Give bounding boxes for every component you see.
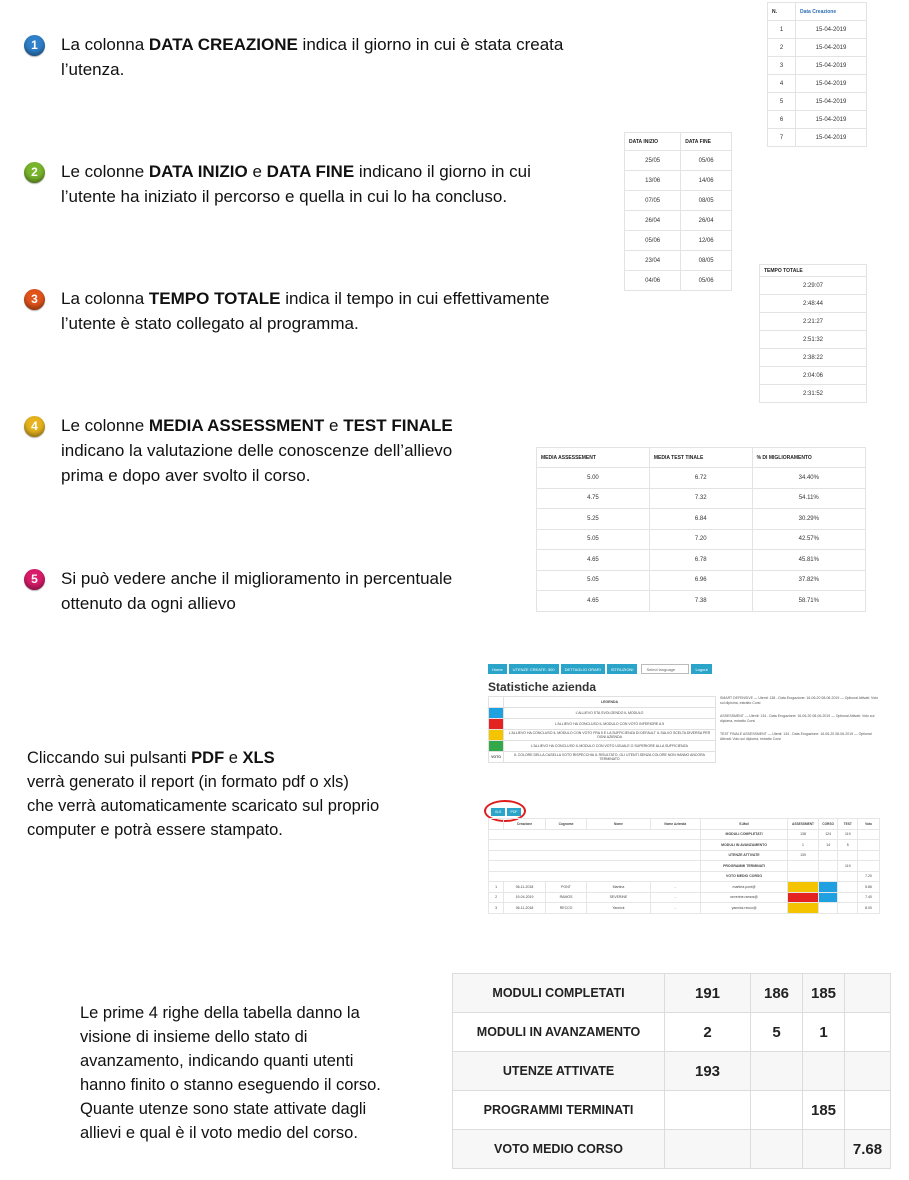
language-select[interactable]: Select language: [641, 664, 689, 674]
table-row: MODULI IN AVANZAMENTO 2 5 1: [453, 1013, 891, 1052]
table-row: 26/04 26/04: [625, 211, 732, 231]
table-row: 1 15-04-2019: [768, 21, 867, 39]
table-row: 13/06 14/06: [625, 171, 732, 191]
table-row: 4.65 6.78 45.81%: [537, 550, 866, 571]
table-data-creazione: [767, 2, 867, 147]
table-row: PROGRAMMI TERMINATI 185: [453, 1091, 891, 1130]
section-4: [24, 413, 453, 488]
table-row: 5.05 7.20 42.57%: [537, 529, 866, 550]
legend-table: LEGENDA L'ALLIEVO STA SVOLGENDO IL MODULO L'ALLIEVO HA CONCLUSO IL MODULO CON VOTO INFERIORE A 5 L'ALLIEVO HA CONCLUSO IL MODULO CON VOTO FRA 5 E LA SUFFICIENZA DI DEFAULT IL SALVO SCELTA DIVERSA PER OGNI AZIENDA L'ALLIEVO HA CONCLUSO IL MODULO CON VOTO UGUALE O SUPERIORE ALLA SUFFICIENZA VOTO IL COLORE DELLA CASELLA VOTO RISPECCHIA IL RISULTATO, GLI UTENTI SENZA COLORE NON HANNO ANCORA TERMINATO: [488, 696, 716, 763]
section-5: [24, 566, 452, 616]
table-row: VOTO MEDIO CORSO 7.20: [489, 871, 880, 882]
table-row: MODULI COMPLETATI 191 186 185: [453, 974, 891, 1013]
number-2-icon: 2: [24, 162, 45, 183]
table-row: MODULI IN AVANZAMENTO 1 14 5: [489, 840, 880, 851]
legend-swatch-green: [489, 741, 504, 752]
legend-swatch-blue: [489, 708, 504, 719]
header-tempo-totale: TEMPO TOTALE: [760, 265, 867, 277]
table-medie: [536, 447, 866, 612]
header-data-creazione: Data Creazione: [796, 3, 867, 21]
summary-table: [452, 973, 891, 1169]
section-4-text: Le colonne MEDIA ASSESSMENT e TEST FINALE indicano la valutazione delle conoscenze dell’allievo prima e dopo aver svolto il corso.: [61, 416, 453, 485]
header-n: N.: [768, 3, 796, 21]
section-1: [24, 32, 563, 82]
nav-utenze-button[interactable]: UTENZE CREATE: 300: [509, 664, 559, 674]
table-row: 2:48:44: [760, 295, 867, 313]
header-miglioramento: % DI MIGLIORAMENTO: [752, 448, 865, 468]
nav-home-button[interactable]: Home: [488, 664, 507, 674]
report-paragraph: Cliccando sui pulsanti PDF e XLS verrà generato il report (in formato pdf o xls) che verrà automaticamente scaricato sul proprio computer e potrà essere stampato.: [27, 749, 380, 839]
nav-istruzioni-button[interactable]: ISTRUZIONI: [607, 664, 638, 674]
table-row: 2:21:27: [760, 313, 867, 331]
side-notes: SMART DEFENSIVE — Utenti: 138 - Data Erogazione: 16-06-20 08-06-2019 — Optional Attivati: Voto sul diploma, estratto Corsi ASSESSMENT — Utenti: 134 - Data Erogazione: 16-06-20 08-06-2019 — Optional Attivati: Voto sul diploma, estratto Corsi TEST FINALE ASSESSMENT — Utenti: 134 - Data Erogazione: 16-06-20 08-06-2019 — Optional Attivati: Voto sul diploma, estratto Corsi: [720, 696, 879, 741]
table-row: UTENZE ATTIVATE 139: [489, 850, 880, 861]
table-row: 5.00 6.72 34.40%: [537, 468, 866, 489]
logout-button[interactable]: Logout: [691, 664, 711, 674]
number-1-icon: 1: [24, 35, 45, 56]
table-row: 6 15-04-2019: [768, 111, 867, 129]
table-row: 2 19-04-2019 RAMOS SEVERINE - severine.ramos@ 7.40: [489, 892, 880, 903]
header-media-test-finale: MEDIA TEST TINALE: [649, 448, 752, 468]
header-data-fine: DATA FINE: [681, 133, 732, 151]
number-5-icon: 5: [24, 569, 45, 590]
section-3: [24, 286, 550, 336]
legend-header: LEGENDA: [504, 697, 716, 708]
table-row: 5 15-04-2019: [768, 93, 867, 111]
legend-swatch-red: [489, 719, 504, 730]
stats-title: Statistiche azienda: [488, 680, 597, 694]
pdf-label: PDF: [191, 749, 225, 767]
header-data-inizio: DATA INIZIO: [625, 133, 681, 151]
table-row: 2 15-04-2019: [768, 39, 867, 57]
summary-paragraph: Le prime 4 righe della tabella danno la visione di insieme dello stato di avanzamento, indicando quanti utenti hanno finito o stanno eseguendo il corso. Quante utenze sono state attivate dagli allievi e qual è il voto medio del corso.: [80, 1004, 381, 1142]
table-row: 2:51:32: [760, 331, 867, 349]
table-row: 5.25 6.84 30.29%: [537, 509, 866, 530]
nav-bar: [488, 664, 712, 674]
xls-label: XLS: [242, 749, 275, 767]
number-4-icon: 4: [24, 416, 45, 437]
table-row: 3 06-11-2018 RECCO Yannick - yannick.recco@ 8.00: [489, 903, 880, 914]
table-row: 2:31:52: [760, 385, 867, 403]
section-1-text: La colonna DATA CREAZIONE indica il giorno in cui è stata creata l’utenza.: [61, 35, 564, 79]
table-row: 4 15-04-2019: [768, 75, 867, 93]
table-tempo-totale: [759, 264, 867, 403]
stats-table: Creazione Cognome Nome Nome Azienda E-Mail ASSESSMENT CORSO TEST Voto MODULI COMPLETATI 138 124 119 MODULI IN AVANZAMENTO 1 14 5 UTENZE ATTIVATE 139 PROGRAMMI TERMINATI 119 VOTO MEDIO CORSO 7.20 1 06-11-2018 PONT Martina - martina.pont@ 5.86 2 19-04-2019 RAMOS SEVERINE - severine.ramos@ 7.40 3 06-11-2018 RECCO Yannick - yannick.recco@ 8.00: [488, 818, 880, 914]
table-row: 2:04:06: [760, 367, 867, 385]
table-row: 2:29:07: [760, 277, 867, 295]
section-2-text: Le colonne DATA INIZIO e DATA FINE indicano il giorno in cui l’utente ha iniziato il percorso e quella in cui lo ha concluso.: [61, 162, 531, 206]
table-row: VOTO MEDIO CORSO 7.68: [453, 1130, 891, 1169]
table-date: [624, 132, 732, 291]
table-row: 04/06 05/06: [625, 271, 732, 291]
table-row: 05/06 12/06: [625, 231, 732, 251]
nav-orari-button[interactable]: DETTAGLIO ORARI: [561, 664, 605, 674]
table-row: MODULI COMPLETATI 138 124 119: [489, 829, 880, 840]
table-row: 07/05 08/05: [625, 191, 732, 211]
table-row: 5.05 6.96 37.82%: [537, 570, 866, 591]
section-5-text: Si può vedere anche il miglioramento in percentuale ottenuto da ogni allievo: [61, 569, 453, 613]
legend-swatch-yellow: [489, 730, 504, 741]
table-row: UTENZE ATTIVATE 193: [453, 1052, 891, 1091]
table-row: 1 06-11-2018 PONT Martina - martina.pont@ 5.86: [489, 882, 880, 893]
table-row: 3 15-04-2019: [768, 57, 867, 75]
section-3-text: La colonna TEMPO TOTALE indica il tempo in cui effettivamente l’utente è stato collegato al programma.: [61, 289, 550, 333]
section-2: [24, 159, 531, 209]
table-row: 4.65 7.38 58.71%: [537, 591, 866, 612]
pdf-button[interactable]: PDF: [507, 808, 521, 816]
table-row: 2:38:22: [760, 349, 867, 367]
table-row: 7 15-04-2019: [768, 129, 867, 147]
table-row: 4.75 7.32 54.11%: [537, 488, 866, 509]
xls-button[interactable]: XLS: [491, 808, 505, 816]
table-row: 23/04 08/05: [625, 251, 732, 271]
header-media-assessment: MEDIA ASSESSEMENT: [537, 448, 650, 468]
table-row: PROGRAMMI TERMINATI 119: [489, 861, 880, 872]
statistics-screenshot: [484, 660, 884, 922]
table-row: 25/05 05/06: [625, 151, 732, 171]
number-3-icon: 3: [24, 289, 45, 310]
